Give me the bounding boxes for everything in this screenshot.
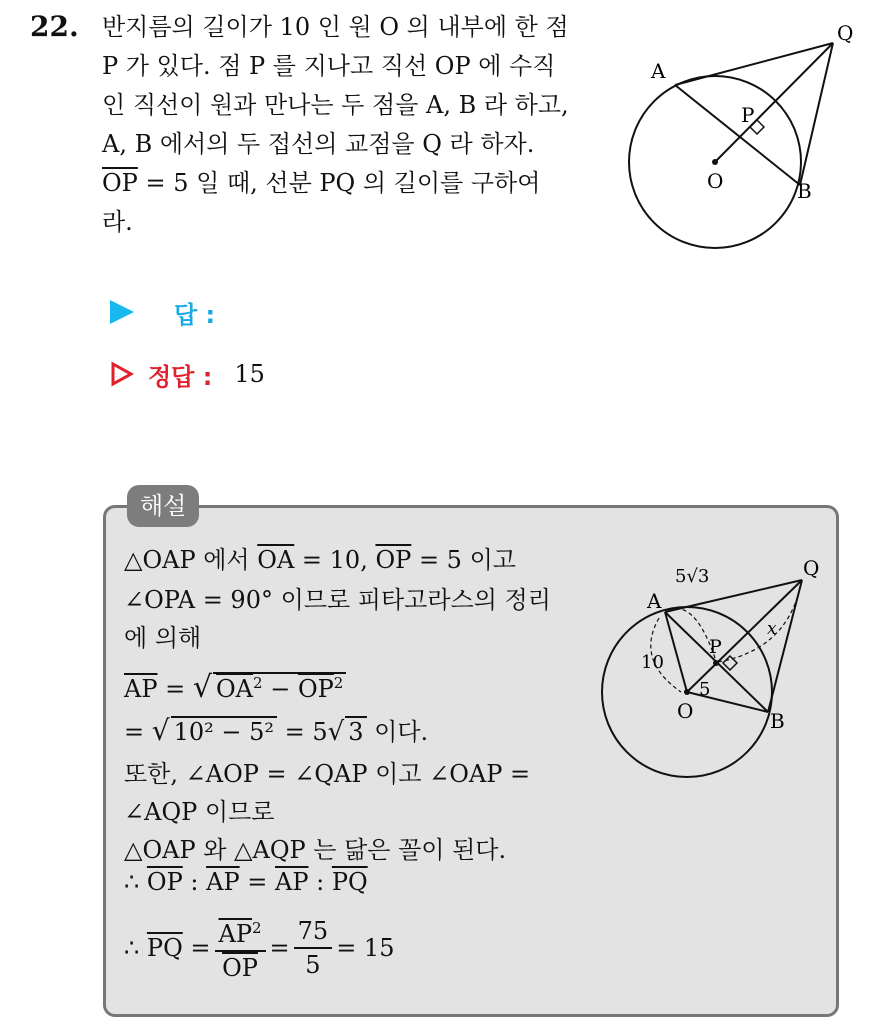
radicand-2: 10² − 5² <box>171 716 277 746</box>
outline-play-icon <box>110 361 134 387</box>
op-value: = 5 <box>145 169 189 197</box>
segment-op: $\overline{OP}$ <box>102 169 138 197</box>
correct-answer-label: 정답 : <box>148 362 213 391</box>
solution-line-5: = √ 10² − 5² = 5√ 3 이다. <box>124 714 429 747</box>
label-b: B <box>797 179 812 203</box>
correct-answer-row <box>110 354 265 394</box>
label-o-2: O <box>677 699 694 723</box>
answer-label: 답 : <box>174 300 216 329</box>
solution-line-3: 에 의해 <box>124 624 202 652</box>
label-a: A <box>651 59 666 83</box>
segment-ap: $\overline{AP}$ <box>124 675 158 703</box>
play-icon <box>110 300 134 324</box>
solution-tab: 해설 <box>127 485 199 527</box>
solution-line-4: $\overline{AP}$ = √ $OA^2 - \overline{OP}^2$ <box>124 670 346 705</box>
label-q: Q <box>837 21 854 45</box>
line-bq <box>800 43 833 185</box>
solution-line-6: 또한, ∠AOP = ∠QAP 이고 ∠OAP = <box>124 760 531 788</box>
point-p <box>713 660 719 666</box>
solution-line-1: △OAP 에서 $\overline{OA} = 10$, $\overline{OP} = 5$ 이고 <box>124 546 516 574</box>
point-o <box>712 159 718 165</box>
label-p-2: P <box>709 636 722 658</box>
label-a-2: A <box>647 589 662 613</box>
question-line-4: A, B 에서의 두 접선의 교점을 Q 라 하자. <box>102 130 535 158</box>
solution-line-8: △OAP 와 △AQP 는 닮은 꼴이 된다. <box>124 836 507 864</box>
label-ten: 10 <box>641 652 664 673</box>
fraction-75-5: $\frac{75}{5}$ <box>294 915 333 981</box>
label-five: 5 <box>699 679 711 700</box>
solution-line-10: ∴ $\overline{PQ}$ = $\frac{\overline{AP}^2}{OP}$ = $\frac{75}{5}$ = 15 <box>124 912 394 984</box>
label-b-2: B <box>770 709 785 733</box>
problem-figure <box>615 10 865 250</box>
sqrt-sign: √ <box>192 670 212 705</box>
question-line-5-text: 일 때, 선분 PQ 의 길이를 구하여 <box>196 169 541 197</box>
segment-op: $\overline{OP}$ <box>375 546 412 574</box>
fraction-ap2-op: $\frac{\overline{AP}^2}{OP}$ <box>215 912 266 984</box>
radicand-3: 3 <box>345 716 366 746</box>
question-line-1: 반지름의 길이가 10 인 원 O 의 내부에 한 점 <box>102 13 569 41</box>
label-ap-length: 5√3 <box>675 566 710 587</box>
solution-line-2: ∠OPA = 90° 이므로 피타고라스의 정리 <box>124 586 551 614</box>
label-x: x <box>767 619 777 639</box>
solution-figure <box>595 550 835 790</box>
correct-answer-value: 15 <box>234 360 265 388</box>
triangle-oap: △OAP 에서 <box>124 546 250 574</box>
label-o: O <box>707 169 724 193</box>
radicand: $OA^2 - \overline{OP}^2$ <box>213 672 346 703</box>
label-p: P <box>741 103 755 127</box>
solution-line-9: ∴ $\overline{OP}$ : $\overline{AP} = \overline{AP}$ : $\overline{PQ}$ <box>124 868 368 896</box>
question-line-2: P 가 있다. 점 P 를 지나고 직선 OP 에 수직 <box>102 52 556 80</box>
segment-oa: $\overline{OA}$ <box>257 546 295 574</box>
point-o-2 <box>684 689 690 695</box>
question-line-5 <box>102 164 602 203</box>
question-line-3: 인 직선이 원과 만나는 두 점을 A, B 라 하고, <box>102 91 569 119</box>
line-ab <box>675 85 800 185</box>
line-oq <box>715 43 833 162</box>
label-q-2: Q <box>803 556 820 580</box>
question-line-6: 라. <box>102 208 133 236</box>
line-aq <box>675 43 833 85</box>
question-text <box>102 8 602 242</box>
solution-line-7: ∠AQP 이므로 <box>124 798 275 826</box>
question-number: 22. <box>30 10 79 43</box>
answer-row <box>110 292 215 332</box>
